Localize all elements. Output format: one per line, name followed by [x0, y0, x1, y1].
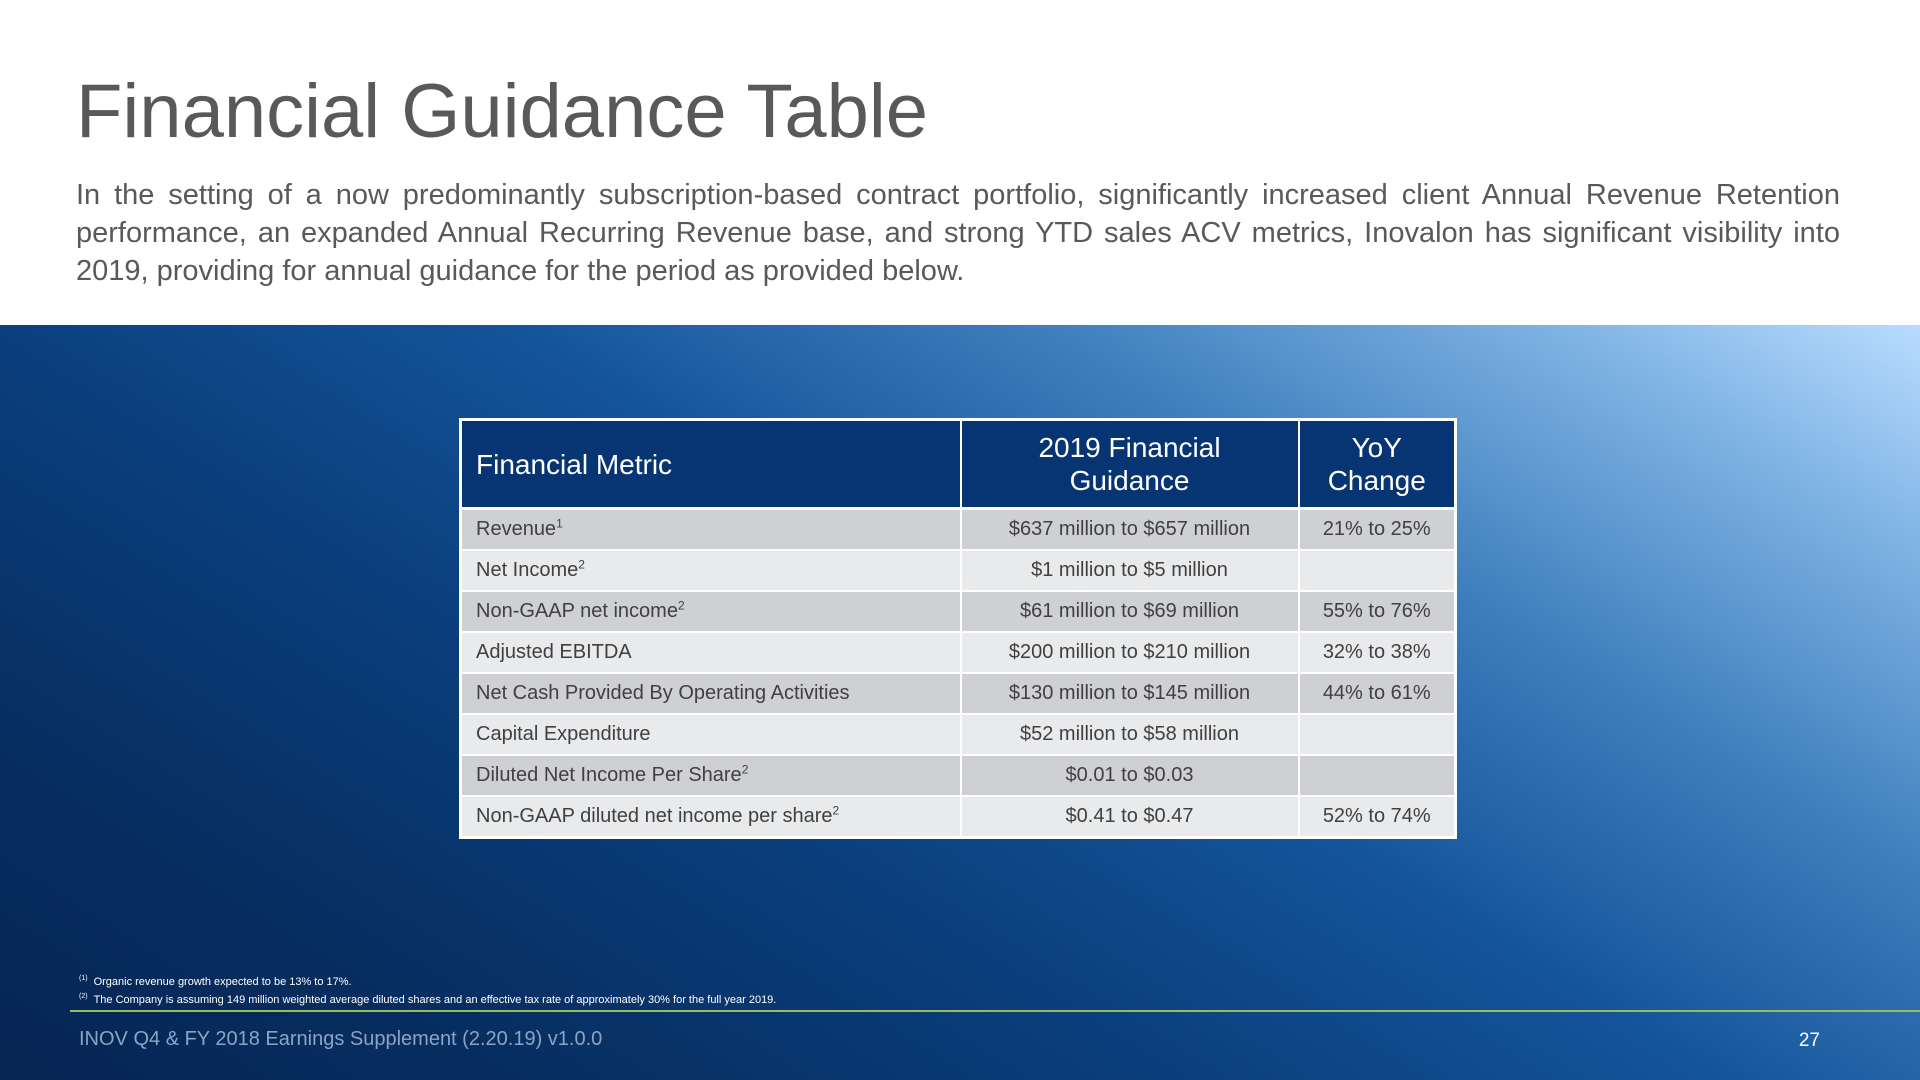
metric-cell [461, 550, 961, 591]
header-guidance-line2: Guidance [1069, 465, 1190, 496]
yoy-cell [1299, 550, 1456, 591]
metric-label: Diluted Net Income Per Share [476, 764, 742, 786]
header-financial-metric [461, 420, 961, 509]
yoy-cell: 21% to 25% [1299, 509, 1456, 551]
header-financial-metric-label: Financial Metric [476, 448, 673, 480]
metric-cell [461, 755, 961, 796]
metric-cell [461, 591, 961, 632]
yoy-cell [1299, 714, 1456, 755]
guidance-cell: $52 million to $58 million [961, 714, 1299, 755]
guidance-cell: $637 million to $657 million [961, 509, 1299, 551]
metric-label: Adjusted EBITDA [476, 641, 632, 663]
table-row [461, 714, 1456, 755]
footnote-marker: (2) [79, 993, 88, 1001]
content-panel [0, 325, 1920, 1080]
table-row [461, 632, 1456, 673]
page-number: 27 [1798, 1030, 1820, 1051]
guidance-cell: $130 million to $145 million [961, 673, 1299, 714]
guidance-table [459, 418, 1457, 839]
footnotes [79, 973, 776, 1009]
page-title: Financial Guidance Table [76, 69, 929, 154]
footnote-text: Organic revenue growth expected to be 13% to 17%. [93, 976, 352, 988]
yoy-cell: 55% to 76% [1299, 591, 1456, 632]
table-row [461, 673, 1456, 714]
metric-cell [461, 632, 961, 673]
footnote-ref: 1 [556, 516, 563, 531]
guidance-cell: $200 million to $210 million [961, 632, 1299, 673]
yoy-cell: 52% to 74% [1299, 796, 1456, 838]
metric-cell [461, 796, 961, 838]
footnote-2 [79, 991, 776, 1009]
metric-label: Non-GAAP net income [476, 600, 678, 622]
metric-label: Net Cash Provided By Operating Activities [476, 682, 850, 704]
header-yoy-line1: YoY [1351, 432, 1402, 463]
footer-document-label: INOV Q4 & FY 2018 Earnings Supplement (2.20.19) v1.0.0 [79, 1028, 603, 1050]
metric-label: Revenue [476, 518, 557, 540]
table-header-row [461, 420, 1456, 509]
header-yoy-change [1299, 420, 1456, 509]
guidance-cell: $1 million to $5 million [961, 550, 1299, 591]
table-row [461, 796, 1456, 838]
metric-cell [461, 673, 961, 714]
guidance-cell: $0.41 to $0.47 [961, 796, 1299, 838]
metric-label: Net Income [476, 559, 579, 581]
yoy-cell [1299, 755, 1456, 796]
intro-paragraph: In the setting of a now predominantly subscription-based contract portfolio, significantly increased client Annual Revenue Retention performance, an expanded Annual Recurring Revenue base, and strong YTD sales ACV metrics, Inovalon has significant visibility into 2019, providing for annual guidance for the period as provided below. [76, 179, 1840, 287]
metric-label: Capital Expenditure [476, 723, 651, 745]
metric-label: Non-GAAP diluted net income per share [476, 805, 833, 827]
guidance-cell: $61 million to $69 million [961, 591, 1299, 632]
yoy-cell: 44% to 61% [1299, 673, 1456, 714]
footnote-ref: 2 [578, 557, 585, 572]
slide-header [0, 0, 1920, 325]
footnote-text: The Company is assuming 149 million weighted average diluted shares and an effective tax rate of approximately 30% for the full year 2019. [93, 994, 777, 1006]
footnote-ref: 2 [741, 762, 749, 777]
table-row [461, 591, 1456, 632]
metric-cell [461, 714, 961, 755]
metric-cell [461, 509, 961, 551]
table-row [461, 509, 1456, 551]
table-row [461, 550, 1456, 591]
header-guidance-line1: 2019 Financial [1038, 432, 1221, 463]
footnote-1 [79, 973, 776, 991]
footnote-ref: 2 [832, 803, 840, 818]
footer-divider [70, 1010, 1920, 1012]
yoy-cell: 32% to 38% [1299, 632, 1456, 673]
table-row [461, 755, 1456, 796]
guidance-cell: $0.01 to $0.03 [961, 755, 1299, 796]
footnote-marker: (1) [79, 975, 88, 983]
header-2019-guidance [961, 420, 1299, 509]
header-yoy-line2: Change [1327, 465, 1426, 496]
footnote-ref: 2 [677, 598, 685, 613]
